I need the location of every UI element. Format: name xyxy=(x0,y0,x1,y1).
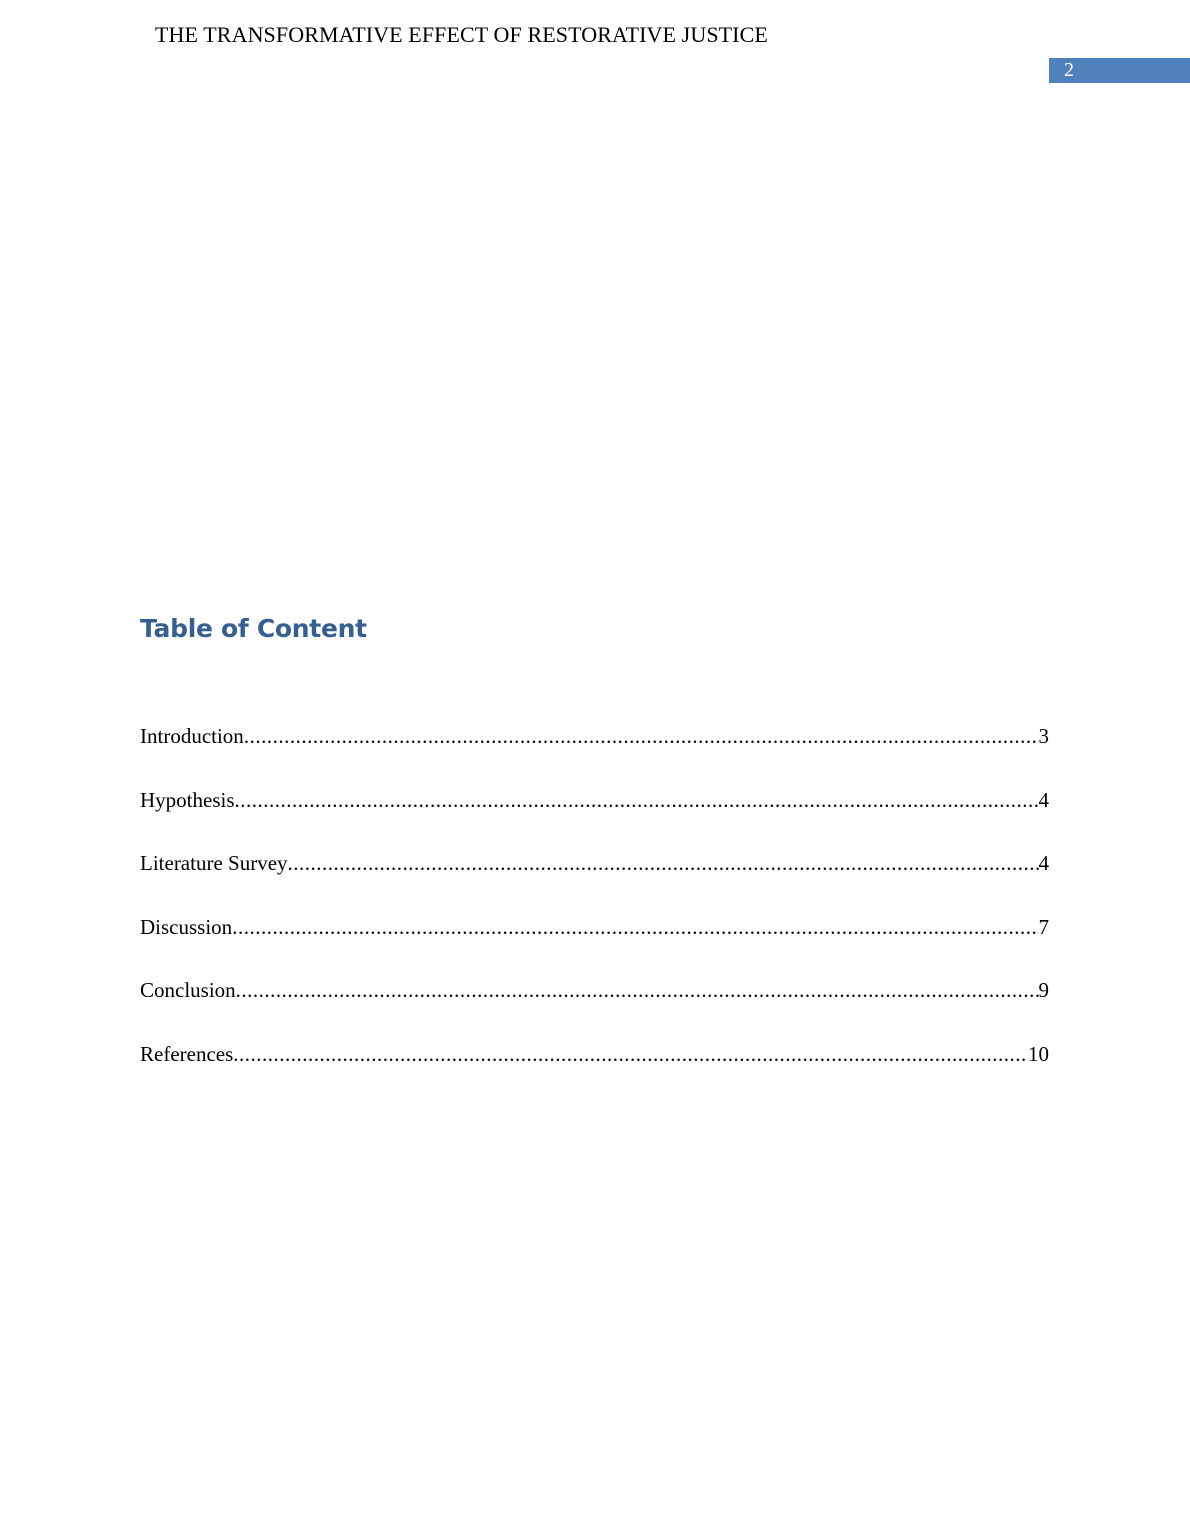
toc-entry-page: 9 xyxy=(1038,978,1049,1002)
toc-dot-leader xyxy=(235,784,1039,816)
running-head: THE TRANSFORMATIVE EFFECT OF RESTORATIVE JUSTICE xyxy=(155,22,768,47)
toc-dot-leader xyxy=(236,974,1039,1006)
toc-dot-leader xyxy=(288,847,1039,879)
toc-dot-leader xyxy=(232,911,1038,943)
toc-entry-page: 10 xyxy=(1028,1041,1049,1066)
toc-entry-title: References xyxy=(140,1041,234,1066)
toc-entry-page: 7 xyxy=(1038,914,1049,939)
toc-entry-hypothesis[interactable] xyxy=(140,784,1049,848)
toc-entry-discussion[interactable] xyxy=(140,911,1049,975)
toc-dot-leader xyxy=(244,720,1039,752)
page-number: 2 xyxy=(1064,59,1074,81)
toc-entry-title: Discussion xyxy=(140,914,233,939)
toc-entry-title: Literature Survey xyxy=(140,851,288,875)
toc-entry-conclusion[interactable] xyxy=(140,974,1049,1038)
toc-entry-introduction[interactable] xyxy=(140,720,1049,784)
toc-heading: Table of Content xyxy=(140,614,367,643)
toc-entry-references[interactable] xyxy=(140,1038,1049,1102)
toc-entry-page: 4 xyxy=(1038,851,1049,875)
page-number-badge xyxy=(1049,58,1190,83)
toc-entry-title: Hypothesis xyxy=(140,787,235,812)
toc-entry-page: 4 xyxy=(1038,787,1049,812)
toc-entry-title: Introduction xyxy=(140,724,244,748)
toc-entry-title: Conclusion xyxy=(140,978,236,1002)
toc-entry-page: 3 xyxy=(1038,724,1049,748)
toc-dot-leader xyxy=(233,1038,1028,1070)
toc-list xyxy=(140,720,1049,1101)
toc-entry-literature-survey[interactable] xyxy=(140,847,1049,911)
